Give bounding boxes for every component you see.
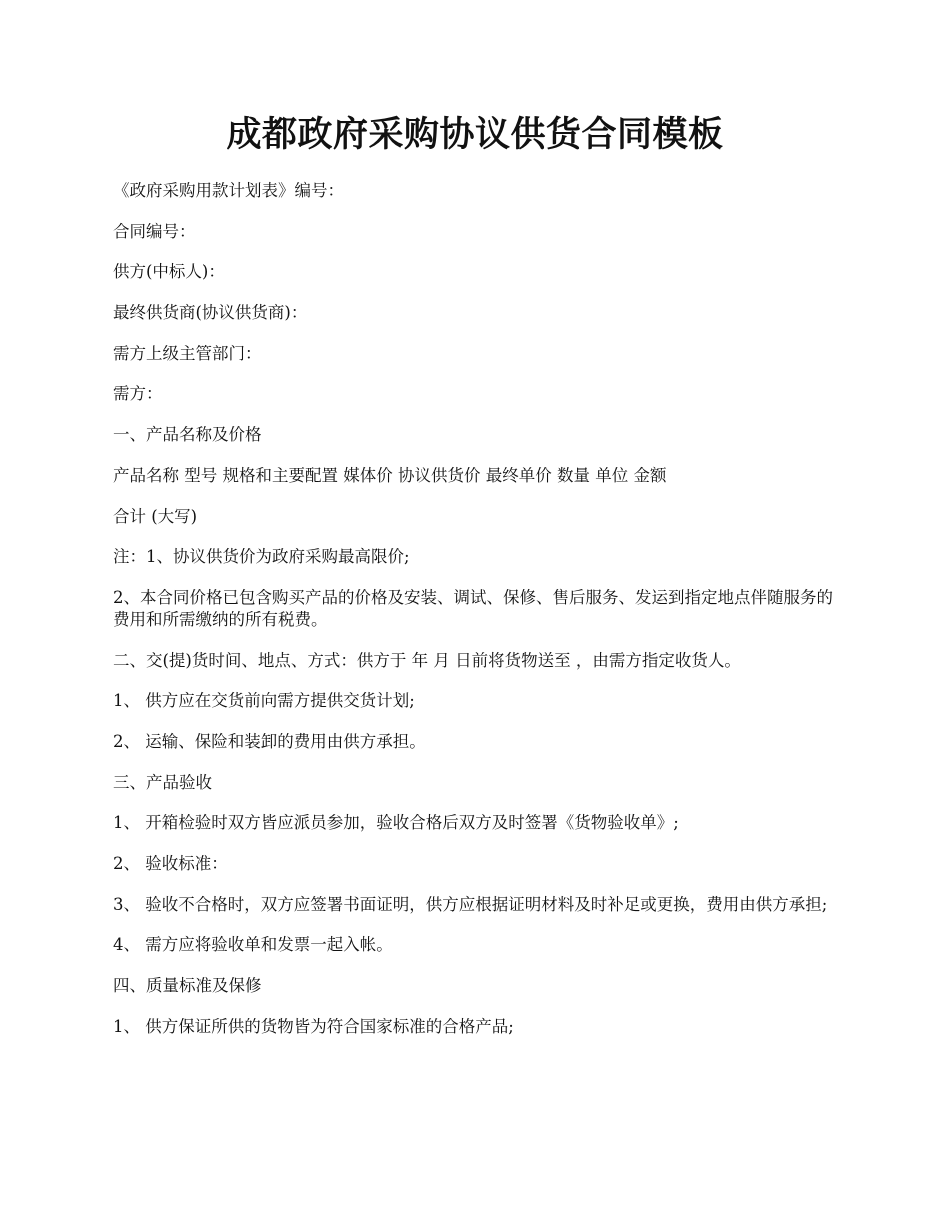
quality-item-1: 1、 供方保证所供的货物皆为符合国家标准的合格产品; xyxy=(113,1016,514,1036)
plan-number-line: 《政府采购用款计划表》编号： xyxy=(113,181,344,200)
final-supplier-line: 最终供货商(协议供货商)： xyxy=(113,303,308,323)
note-line-2: 2、本合同价格已包含购买产品的价格及安装、调试、保修、售后服务、发运到指定地点伴随服务的费用和所需缴纳的所有税费。 xyxy=(113,587,833,629)
acceptance-item-2: 2、 验收标准： xyxy=(113,854,228,873)
buyer-department-line: 需方上级主管部门： xyxy=(113,343,262,363)
product-table-header: 产品名称 型号 规格和主要配置 媒体价 协议供货价 最终单价 数量 单位 金额 xyxy=(113,465,667,485)
acceptance-item-4: 4、 需方应将验收单和发票一起入帐。 xyxy=(113,935,393,955)
section-heading-delivery: 二、交(提)货时间、地点、方式：供方于 年 月 日前将货物送至 ，由需方指定收货人。 xyxy=(113,650,741,670)
section-heading-quality: 四、质量标准及保修 xyxy=(113,976,262,996)
document-body xyxy=(113,180,841,1056)
total-line: 合计 (大写) xyxy=(113,506,198,526)
acceptance-item-3: 3、 验收不合格时，双方应签署书面证明，供方应根据证明材料及时补足或更换，费用由供方承担; xyxy=(113,894,828,914)
acceptance-item-1: 1、 开箱检验时双方皆应派员参加，验收合格后双方及时签署《货物验收单》; xyxy=(113,813,679,833)
delivery-item-2: 2、 运输、保险和装卸的费用由供方承担。 xyxy=(113,731,426,751)
section-heading-product: 一、产品名称及价格 xyxy=(113,425,262,445)
note-line-1: 注：1、协议供货价为政府采购最高限价; xyxy=(113,547,410,567)
supplier-line: 供方(中标人)： xyxy=(113,262,225,282)
document-title: 成都政府采购协议供货合同模板 xyxy=(226,114,724,155)
section-heading-acceptance: 三、产品验收 xyxy=(113,772,212,792)
buyer-line: 需方： xyxy=(113,384,163,404)
delivery-item-1: 1、 供方应在交货前向需方提供交货计划; xyxy=(113,691,415,711)
contract-number-line: 合同编号： xyxy=(113,221,196,241)
